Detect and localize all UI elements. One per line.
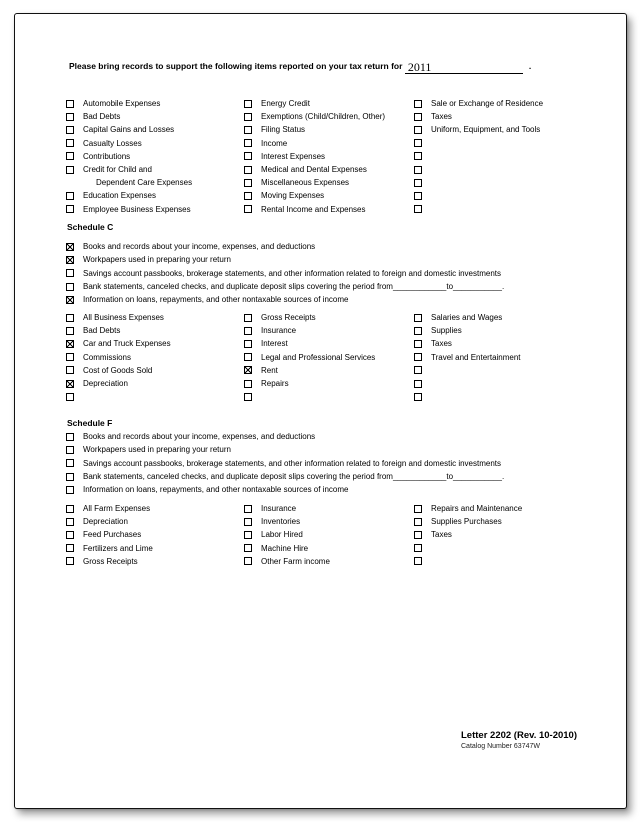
checklist-item — [414, 137, 619, 150]
item-label: Cost of Goods Sold — [83, 365, 153, 375]
checklist-item — [66, 470, 611, 483]
checklist-item — [66, 351, 244, 364]
checklist-item — [244, 137, 414, 150]
checklist-item — [244, 110, 414, 123]
checkbox[interactable] — [66, 544, 74, 552]
checkbox[interactable] — [66, 473, 74, 481]
item-label: Fertilizers and Lime — [83, 543, 153, 553]
item-label-line2: Dependent Care Expenses — [96, 178, 193, 188]
checkbox[interactable] — [244, 205, 252, 213]
checkbox[interactable] — [66, 166, 74, 174]
checkbox[interactable] — [66, 296, 74, 304]
item-label: Depreciation — [83, 379, 128, 389]
item-label: Savings account passbooks, brokerage statements, and other information related to foreign and domestic investments — [83, 268, 502, 278]
item-label: Books and records about your income, expenses, and deductions — [83, 242, 316, 252]
checkbox[interactable] — [244, 366, 252, 374]
checklist-item — [414, 555, 619, 568]
checkbox[interactable] — [414, 544, 422, 552]
checklist-item — [66, 324, 244, 337]
checklist-item — [414, 351, 619, 364]
checklist-item — [414, 176, 619, 189]
item-label: Moving Expenses — [261, 191, 325, 201]
checkbox[interactable] — [66, 100, 74, 108]
checkbox[interactable] — [244, 327, 252, 335]
checklist-item — [244, 502, 414, 515]
checkbox[interactable] — [414, 366, 422, 374]
letter-number: Letter 2202 (Rev. 10-2010) — [461, 730, 577, 741]
document-page — [14, 13, 627, 809]
checkbox[interactable] — [66, 505, 74, 513]
item-label: Employee Business Expenses — [83, 204, 191, 214]
checkbox[interactable] — [66, 518, 74, 526]
checklist-item — [244, 324, 414, 337]
checklist-item — [66, 364, 244, 377]
item-label: Books and records about your income, expenses, and deductions — [83, 432, 316, 442]
item-label: Commissions — [83, 352, 132, 362]
catalog-number: Catalog Number 63747W — [461, 743, 540, 750]
item-label: Taxes — [431, 339, 452, 349]
checklist-item — [244, 528, 414, 541]
general-items-column-2 — [244, 97, 414, 216]
item-label: Car and Truck Expenses — [83, 339, 171, 349]
checkbox[interactable] — [66, 353, 74, 361]
schedule-f-column-2 — [244, 502, 414, 568]
item-label: Capital Gains and Losses — [83, 125, 175, 135]
item-label: Miscellaneous Expenses — [261, 178, 350, 188]
checklist-item — [66, 542, 244, 555]
item-label: Insurance — [261, 326, 297, 336]
item-label: Gross Receipts — [261, 313, 316, 323]
item-label: Labor Hired — [261, 530, 303, 540]
checkbox[interactable] — [414, 505, 422, 513]
item-label: Feed Purchases — [83, 530, 142, 540]
checkbox[interactable] — [244, 393, 252, 401]
item-label: Information on loans, repayments, and other nontaxable sources of income — [83, 295, 349, 305]
checklist-item — [66, 483, 611, 496]
checkbox[interactable] — [244, 531, 252, 539]
item-label: Energy Credit — [261, 99, 310, 109]
schedule-f-column-1 — [66, 502, 244, 568]
item-label: Education Expenses — [83, 191, 156, 201]
checklist-item — [244, 176, 414, 189]
general-items-column-1 — [66, 97, 244, 216]
checkbox[interactable] — [244, 557, 252, 565]
item-label: Insurance — [261, 504, 297, 514]
checklist-item — [414, 390, 619, 403]
schedule-c-records-list — [66, 240, 611, 306]
item-label: Credit for Child and — [83, 165, 152, 175]
checkbox[interactable] — [66, 205, 74, 213]
checklist-item — [66, 555, 244, 568]
trailing-period: . — [528, 61, 532, 71]
checklist-item — [66, 528, 244, 541]
item-label: Uniform, Equipment, and Tools — [431, 125, 541, 135]
item-label: Other Farm income — [261, 556, 330, 566]
item-label: Medical and Dental Expenses — [261, 165, 367, 175]
checklist-item — [66, 443, 611, 456]
item-label: Gross Receipts — [83, 556, 138, 566]
checklist-item — [66, 150, 244, 163]
checklist-item — [66, 189, 244, 202]
checkbox[interactable] — [66, 557, 74, 565]
checkbox[interactable] — [244, 340, 252, 348]
checkbox[interactable] — [244, 179, 252, 187]
schedule-c-column-3 — [414, 311, 619, 403]
checklist-item — [66, 280, 611, 293]
item-label: Supplies Purchases — [431, 517, 502, 527]
checkbox[interactable] — [66, 152, 74, 160]
item-label: Casualty Losses — [83, 138, 142, 148]
checkbox[interactable] — [414, 314, 422, 322]
checklist-item — [414, 311, 619, 324]
checklist-item — [414, 377, 619, 390]
checkbox[interactable] — [414, 192, 422, 200]
checklist-item — [414, 515, 619, 528]
item-label: Repairs and Maintenance — [431, 504, 523, 514]
checklist-item — [66, 457, 611, 470]
item-label: Workpapers used in preparing your return — [83, 445, 231, 455]
checklist-item — [66, 163, 244, 189]
checkbox[interactable] — [66, 243, 74, 251]
schedule-f-title: Schedule F — [67, 418, 113, 428]
checklist-item — [244, 163, 414, 176]
checklist-item — [66, 311, 244, 324]
checkbox[interactable] — [66, 340, 74, 348]
item-label: Exemptions (Child/Children, Other) — [261, 112, 386, 122]
checklist-item — [414, 502, 619, 515]
checklist-item — [244, 555, 414, 568]
checklist-item — [414, 163, 619, 176]
checklist-item — [244, 364, 414, 377]
checkbox[interactable] — [414, 327, 422, 335]
checklist-item — [66, 293, 611, 306]
item-label: Income — [261, 138, 288, 148]
item-label: Taxes — [431, 112, 452, 122]
checklist-item — [414, 528, 619, 541]
checkbox[interactable] — [66, 366, 74, 374]
item-label: All Business Expenses — [83, 313, 164, 323]
item-label: Workpapers used in preparing your return — [83, 255, 231, 265]
checklist-item — [414, 203, 619, 216]
checklist-item — [66, 515, 244, 528]
checkbox[interactable] — [66, 393, 74, 401]
checkbox[interactable] — [66, 486, 74, 494]
item-label: Repairs — [261, 379, 289, 389]
checklist-item — [244, 377, 414, 390]
checkbox[interactable] — [414, 380, 422, 388]
checkbox[interactable] — [414, 205, 422, 213]
checkbox[interactable] — [244, 139, 252, 147]
checkbox[interactable] — [66, 126, 74, 134]
item-label: Savings account passbooks, brokerage statements, and other information related to foreign and domestic investments — [83, 458, 502, 468]
item-label: Machine Hire — [261, 543, 309, 553]
checklist-item — [414, 97, 619, 110]
checkbox[interactable] — [414, 518, 422, 526]
checklist-item — [244, 515, 414, 528]
checkbox[interactable] — [66, 192, 74, 200]
checkbox[interactable] — [414, 113, 422, 121]
checklist-item — [66, 97, 244, 110]
checklist-item — [414, 150, 619, 163]
tax-year-field[interactable]: 2011 — [405, 61, 523, 74]
item-label: Salaries and Wages — [431, 313, 503, 323]
checklist-item — [66, 253, 611, 266]
item-label: Bank statements, canceled checks, and duplicate deposit slips covering the period from____________to___________. — [83, 282, 505, 292]
checklist-item — [66, 123, 244, 136]
checkbox[interactable] — [414, 126, 422, 134]
item-label: Taxes — [431, 530, 452, 540]
checkbox[interactable] — [66, 283, 74, 291]
checklist-item — [244, 351, 414, 364]
checklist-item — [66, 110, 244, 123]
checkbox[interactable] — [414, 139, 422, 147]
checkbox[interactable] — [244, 544, 252, 552]
checkbox[interactable] — [66, 433, 74, 441]
item-label: Rental Income and Expenses — [261, 204, 366, 214]
checkbox[interactable] — [244, 314, 252, 322]
checkbox[interactable] — [244, 113, 252, 121]
checkbox[interactable] — [66, 113, 74, 121]
checklist-item — [414, 364, 619, 377]
page-title — [69, 61, 614, 74]
checkbox[interactable] — [244, 126, 252, 134]
checklist-item — [244, 542, 414, 555]
checkbox[interactable] — [414, 340, 422, 348]
checklist-item — [414, 337, 619, 350]
checkbox[interactable] — [414, 166, 422, 174]
checkbox[interactable] — [66, 446, 74, 454]
checkbox[interactable] — [244, 152, 252, 160]
checkbox[interactable] — [244, 166, 252, 174]
checklist-item — [414, 123, 619, 136]
checkbox[interactable] — [244, 100, 252, 108]
item-label: Filing Status — [261, 125, 306, 135]
checklist-item — [244, 390, 414, 403]
schedule-c-title: Schedule C — [67, 222, 114, 232]
checkbox[interactable] — [66, 459, 74, 467]
item-label: Bank statements, canceled checks, and duplicate deposit slips covering the period from____________to___________. — [83, 472, 505, 482]
item-label: Rent — [261, 365, 278, 375]
checkbox[interactable] — [66, 327, 74, 335]
item-label: Bad Debts — [83, 112, 121, 122]
checklist-item — [66, 203, 244, 216]
checklist-item — [66, 337, 244, 350]
schedule-f-records-list — [66, 430, 611, 496]
item-label: Sale or Exchange of Residence — [431, 99, 544, 109]
checkbox[interactable] — [66, 256, 74, 264]
checkbox[interactable] — [414, 100, 422, 108]
checkbox[interactable] — [414, 531, 422, 539]
schedule-c-column-1 — [66, 311, 244, 403]
checkbox[interactable] — [244, 518, 252, 526]
checkbox[interactable] — [414, 152, 422, 160]
item-label: Supplies — [431, 326, 462, 336]
item-label: Automobile Expenses — [83, 99, 161, 109]
checkbox[interactable] — [244, 505, 252, 513]
footer — [461, 730, 577, 750]
item-label: Depreciation — [83, 517, 128, 527]
checkbox[interactable] — [244, 192, 252, 200]
checklist-item — [244, 97, 414, 110]
schedule-c-column-2 — [244, 311, 414, 403]
checkbox[interactable] — [66, 269, 74, 277]
checkbox[interactable] — [66, 314, 74, 322]
checkbox[interactable] — [414, 557, 422, 565]
general-items-column-3 — [414, 97, 619, 216]
checklist-item — [414, 110, 619, 123]
item-label: All Farm Expenses — [83, 504, 151, 514]
item-label: Contributions — [83, 151, 131, 161]
checkbox[interactable] — [66, 139, 74, 147]
item-label: Inventories — [261, 517, 301, 527]
checklist-item — [244, 150, 414, 163]
checkbox[interactable] — [66, 531, 74, 539]
checkbox[interactable] — [66, 380, 74, 388]
checklist-item — [244, 311, 414, 324]
checklist-item — [244, 123, 414, 136]
schedule-f-column-3 — [414, 502, 619, 568]
item-label: Interest — [261, 339, 288, 349]
intro-text: Please bring records to support the following items reported on your tax return for — [69, 61, 403, 71]
checklist-item — [66, 137, 244, 150]
item-label: Interest Expenses — [261, 151, 326, 161]
checklist-item — [244, 203, 414, 216]
checklist-item — [66, 502, 244, 515]
checklist-item — [66, 430, 611, 443]
checklist-item — [66, 377, 244, 390]
checklist-item — [414, 324, 619, 337]
checklist-item — [66, 240, 611, 253]
item-label: Information on loans, repayments, and other nontaxable sources of income — [83, 485, 349, 495]
checklist-item — [244, 337, 414, 350]
checkbox[interactable] — [414, 353, 422, 361]
item-label: Legal and Professional Services — [261, 352, 376, 362]
item-label: Bad Debts — [83, 326, 121, 336]
checkbox[interactable] — [244, 353, 252, 361]
checklist-item — [66, 390, 244, 403]
checkbox[interactable] — [414, 179, 422, 187]
checkbox[interactable] — [244, 380, 252, 388]
checklist-item — [414, 189, 619, 202]
checkbox[interactable] — [414, 393, 422, 401]
checklist-item — [244, 189, 414, 202]
checklist-item — [414, 542, 619, 555]
item-label: Travel and Entertainment — [431, 352, 521, 362]
checklist-item — [66, 267, 611, 280]
